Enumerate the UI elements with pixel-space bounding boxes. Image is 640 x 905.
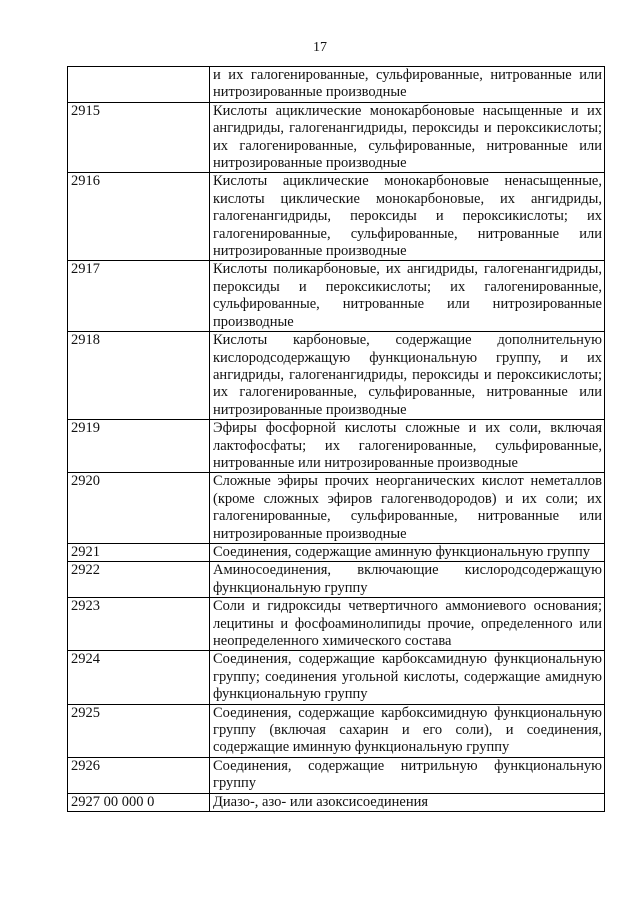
hs-code: 2922 — [68, 562, 210, 598]
code-description: Кислоты ациклические монокарбоновые насыщенные и их ангидриды, галогенангидриды, пероксиды и пероксикислоты; их галогенированные, сульфированные, нитрованные или нитрозированные производные — [210, 102, 605, 173]
hs-code: 2921 — [68, 543, 210, 561]
code-description: Аминосоединения, включающие кислородсодержащую функциональную группу — [210, 562, 605, 598]
code-description: Эфиры фосфорной кислоты сложные и их соли, включая лактофосфаты; их галогенированные, сульфированные, нитрованные или нитрозированные производные — [210, 420, 605, 473]
table-row — [68, 102, 605, 173]
table-row — [68, 473, 605, 544]
table-row — [68, 420, 605, 473]
code-description: и их галогенированные, сульфированные, нитрованные или нитрозированные производные — [210, 67, 605, 103]
table-row — [68, 543, 605, 561]
hs-code: 2918 — [68, 332, 210, 420]
table-row — [68, 598, 605, 651]
page-number: 17 — [313, 40, 327, 55]
table-row — [68, 332, 605, 420]
hs-code: 2915 — [68, 102, 210, 173]
tariff-code-table — [67, 66, 605, 812]
hs-code: 2919 — [68, 420, 210, 473]
code-description: Кислоты поликарбоновые, их ангидриды, галогенангидриды, пероксиды и пероксикислоты; их галогенированные, сульфированные, нитрованные или нитрозированные производные — [210, 261, 605, 332]
hs-code: 2925 — [68, 704, 210, 757]
code-description: Соединения, содержащие аминную функциональную группу — [210, 543, 605, 561]
table-row — [68, 793, 605, 811]
hs-code: 2927 00 000 0 — [68, 793, 210, 811]
hs-code — [68, 67, 210, 103]
table-row — [68, 651, 605, 704]
table-row — [68, 757, 605, 793]
code-description: Диазо-, азо- или азоксисоединения — [210, 793, 605, 811]
code-description: Сложные эфиры прочих неорганических кислот неметаллов (кроме сложных эфиров галогенводородов) и их соли; их галогенированные, сульфированные, нитрованные или нитрозированные производные — [210, 473, 605, 544]
hs-code: 2923 — [68, 598, 210, 651]
hs-code: 2926 — [68, 757, 210, 793]
table-row — [68, 261, 605, 332]
code-description: Кислоты карбоновые, содержащие дополнительную кислородсодержащую функциональную группу, и их ангидриды, галогенангидриды, пероксиды и пероксикислоты; их галогенированные, сульфированные, нитрованные или нитрозированные производные — [210, 332, 605, 420]
hs-code: 2917 — [68, 261, 210, 332]
hs-code: 2920 — [68, 473, 210, 544]
table-row — [68, 562, 605, 598]
code-description: Соединения, содержащие карбоксимидную функциональную группу (включая сахарин и его соли), и соединения, содержащие иминную функциональную группу — [210, 704, 605, 757]
code-description: Соли и гидроксиды четвертичного аммониевого основания; лецитины и фосфоаминолипиды прочие, определенного или неопределенного химического состава — [210, 598, 605, 651]
code-description: Соединения, содержащие карбоксамидную функциональную группу; соединения угольной кислоты, содержащие амидную функциональную группу — [210, 651, 605, 704]
hs-code: 2924 — [68, 651, 210, 704]
table-row — [68, 704, 605, 757]
code-description: Соединения, содержащие нитрильную функциональную группу — [210, 757, 605, 793]
table-row — [68, 67, 605, 103]
table-row — [68, 173, 605, 261]
code-description: Кислоты ациклические монокарбоновые ненасыщенные, кислоты циклические монокарбоновые, их ангидриды, галогенангидриды, пероксиды и пероксикислоты; их галогенированные, сульфированные, нитрованные или нитрозированные производные — [210, 173, 605, 261]
hs-code: 2916 — [68, 173, 210, 261]
